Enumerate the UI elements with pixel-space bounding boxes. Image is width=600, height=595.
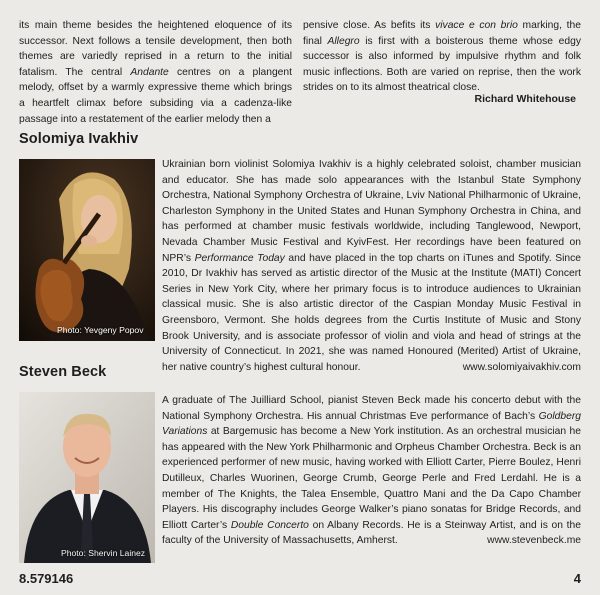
italic-title: Goldberg Variations	[162, 410, 581, 438]
notes-author: Richard Whitehouse	[474, 93, 576, 105]
notes-left-column: its main theme besides the heightened eloquence of its successor. Next follows a tensile development, then both themes are variedly reprised in a return to the initial fatalism. The central Andante centres on a plangent melody, offset by a warmly expressive theme which brings a heartfelt climax before subsiding via a cadenza-like passage into a restatement of the earlier melody then a	[19, 20, 292, 125]
photo-ivakhiv	[19, 159, 155, 341]
italic-title: Andante	[130, 66, 169, 78]
bio-beck	[162, 393, 581, 549]
bio-ivakhiv-text: Ukrainian born violinist Solomiya Ivakhiv is a highly celebrated soloist, chamber musician and educator. She has made solo appearances with the Istanbul State Symphony Orchestra, National Symphony Orchestra of Ukraine, Lviv National Philharmonic of Ukraine, Charleston Symphony in the United States and Hunan Symphony Orchestra in China, and has performed at chamber music festivals worldwide, including Tanglewood, Newport, Nevada Chamber Music Festival and KyivFest. Her recordings have been featured on NPR’s Performance Today and have placed in the top charts on iTunes and Spotify. Since 2010, Dr Ivakhiv has served as artistic director of the Music at the Institute (MATI) Concert Series in New York City, where her primary focus is to introduce audiences to Ukrainian classical music. She is also artistic director of the Caspian Monday Music Festival in Greensboro, Vermont. She holds degrees from the Curtis Institute of Music and Stony Brook University, and is associate professor of violin and viola and head of strings at the University of Connecticut. In 2021, she was named Honoured (Merited) Artist of Ukraine, her native country’s highest cultural honour.	[162, 159, 581, 373]
page-number: 4	[573, 571, 581, 586]
italic-title: Performance Today	[194, 252, 285, 264]
pianist-portrait-image	[19, 392, 155, 563]
violinist-portrait-image	[19, 159, 155, 341]
website-ivakhiv: www.solomiyaivakhiv.com	[462, 361, 581, 373]
photo-credit-beck: Photo: Shervin Lainez	[61, 548, 146, 558]
italic-title: Allegro	[327, 35, 360, 47]
italic-title: Double Concerto	[230, 519, 309, 531]
photo-credit-ivakhiv: Photo: Yevgeny Popov	[57, 325, 144, 335]
artist-name-ivakhiv: Solomiya Ivakhiv	[19, 131, 139, 147]
website-beck: www.stevenbeck.me	[487, 535, 581, 547]
catalog-number: 8.579146	[19, 571, 74, 586]
artist-name-beck: Steven Beck	[19, 364, 107, 380]
bio-beck-text: A graduate of The Juilliard School, pianist Steven Beck made his concerto debut with the National Symphony Orchestra. His annual Christmas Eve performance of Bach’s Goldberg Variations at Bargemusic has become a New York institution. As an orchestral musician he has appeared with the New York Philharmonic and Orpheus Chamber Orchestra. Beck is an experienced performer of new music, having worked with Elliott Carter, Pierre Boulez, Henri Dutilleux, Charles Wuorinen, George Crumb, George Perle and Fred Lerdahl. He is a member of The Knights, the Talea Ensemble, Quattro Mani and the Da Capo Chamber Players. His discography includes George Walker’s piano sonatas for Bridge Records, and Elliott Carter’s Double Concerto on Albany Records. He is a Steinway Artist, and is on the faculty of the University of Massachusetts, Amherst.	[162, 395, 581, 547]
notes-right-column: pensive close. As befits its vivace e con brio marking, the final Allegro is first with a boisterous theme whose edgy successor is also informed by impulsive rhythm and folk music inflections. Both are varied on reprise, then the work strides on to its almost theatrical close.	[303, 20, 581, 94]
italic-title: vivace e con brio	[435, 20, 518, 31]
bio-ivakhiv	[162, 157, 581, 375]
photo-beck	[19, 392, 155, 563]
